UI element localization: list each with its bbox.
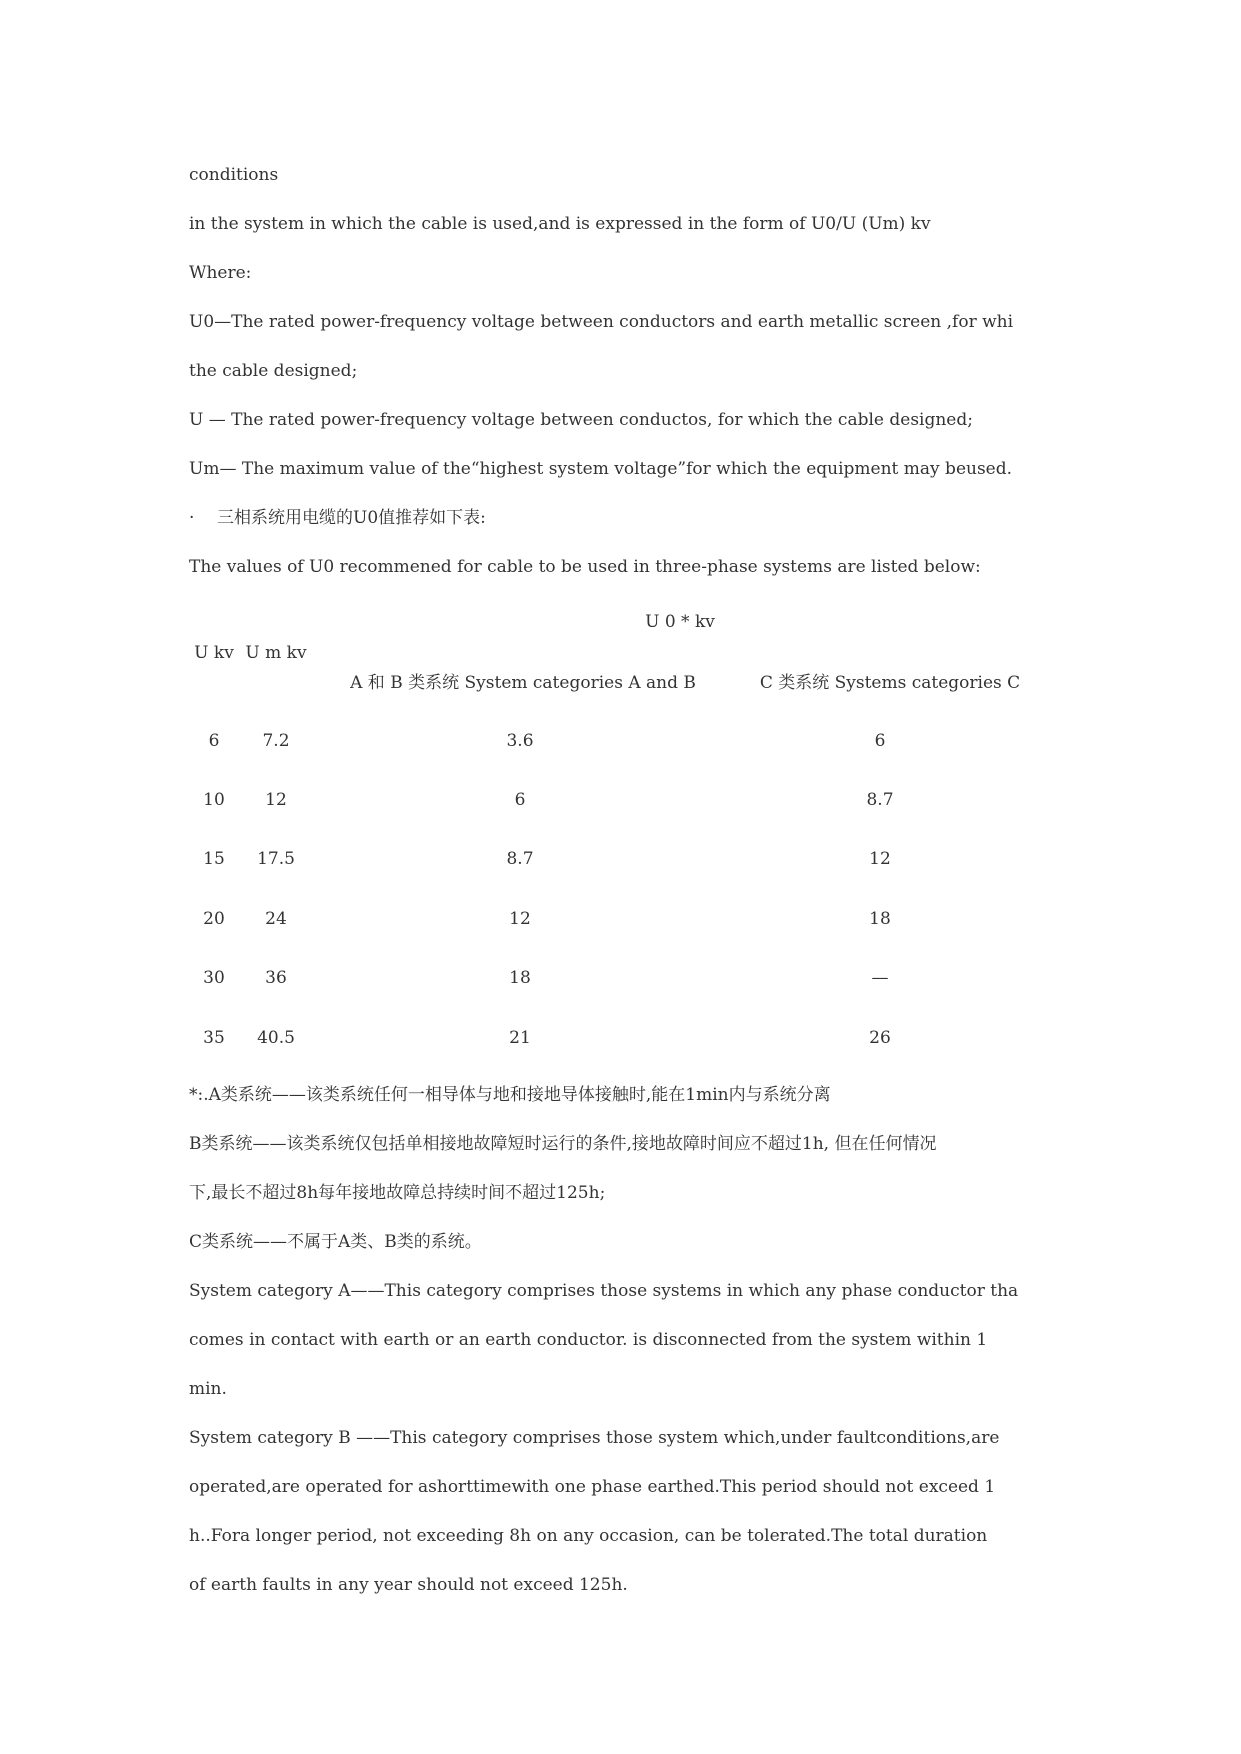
note-line: min. [189, 1379, 227, 1399]
bullet-text: 三相系统用电缆的U0值推荐如下表: [217, 508, 486, 528]
note-line: operated,are operated for ashorttimewith one phase earthed.This period should not exceed 1 [189, 1477, 996, 1497]
cell-u: 6 [208, 731, 220, 751]
note-line: 下,最长不超过8h每年接地故障总持续时间不超过125h; [189, 1183, 606, 1203]
cell-um: 17.5 [257, 849, 295, 869]
note-line: comes in contact with earth or an earth conductor. is disconnected from the system within 1 [189, 1330, 988, 1350]
note-line: *:.A类系统——该类系统任何一相导体与地和接地导体接触时,能在1min内与系统分离 [189, 1085, 831, 1105]
cell-u: 35 [203, 1028, 225, 1048]
cell-u: 20 [203, 909, 225, 929]
definition-um: Um— The maximum value of the“highest system voltage”for which the equipment may beused. [189, 459, 1013, 479]
note-line: System category A——This category comprises those systems in which any phase conductor tha [189, 1281, 1019, 1301]
definition-u0: U0—The rated power-frequency voltage between conductors and earth metallic screen ,for whi [189, 312, 1014, 332]
cell-ab: 8.7 [506, 849, 534, 869]
cell-um: 24 [265, 909, 287, 929]
cell-um: 7.2 [262, 731, 290, 751]
note-line: of earth faults in any year should not exceed 125h. [189, 1575, 628, 1595]
cell-ab: 3.6 [506, 731, 534, 751]
note-line: C类系统——不属于A类、B类的系统。 [189, 1232, 482, 1252]
cell-ab: 21 [509, 1028, 531, 1048]
bullet-icon: · [189, 508, 195, 528]
cell-um: 36 [265, 968, 287, 988]
cell-ab: 6 [514, 790, 526, 810]
cell-ab: 12 [509, 909, 531, 929]
cell-c: 26 [869, 1028, 891, 1048]
paragraph-line: the cable designed; [189, 361, 358, 381]
cell-u: 15 [203, 849, 225, 869]
cell-c: 6 [874, 731, 886, 751]
cell-c: 12 [869, 849, 891, 869]
table-header-c: C 类系统 Systems categories C [759, 673, 1021, 693]
paragraph-line: The values of U0 recommened for cable to be used in three-phase systems are listed below: [189, 557, 981, 577]
paragraph-line: conditions [189, 165, 279, 185]
cell-u: 10 [203, 790, 225, 810]
cell-c: 18 [869, 909, 891, 929]
table-header-ab: A 和 B 类系统 System categories A and B [350, 673, 696, 693]
bullet-item [189, 506, 1040, 530]
definition-u: U — The rated power-frequency voltage between conductos, for which the cable designed; [189, 410, 973, 430]
cell-um: 12 [265, 790, 287, 810]
cell-ab: 18 [509, 968, 531, 988]
table-header-u: U kv [194, 643, 234, 663]
paragraph-line: Where: [189, 263, 252, 283]
note-line: B类系统——该类系统仅包括单相接地故障短时运行的条件,接地故障时间应不超过1h, 但在任何情况 [189, 1134, 937, 1154]
cell-c: 8.7 [866, 790, 894, 810]
cell-c: — [871, 968, 889, 988]
cell-um: 40.5 [257, 1028, 295, 1048]
table-header-um: U m kv [245, 643, 307, 663]
cell-u: 30 [203, 968, 225, 988]
note-line: h..Fora longer period, not exceeding 8h on any occasion, can be tolerated.The total duration [189, 1526, 988, 1546]
note-line: System category B ——This category comprises those system which,under faultconditions,are [189, 1428, 1000, 1448]
paragraph-line: in the system in which the cable is used,and is expressed in the form of U0/U (Um) kv [189, 214, 931, 234]
table-header-u0: U 0 * kv [645, 612, 715, 632]
